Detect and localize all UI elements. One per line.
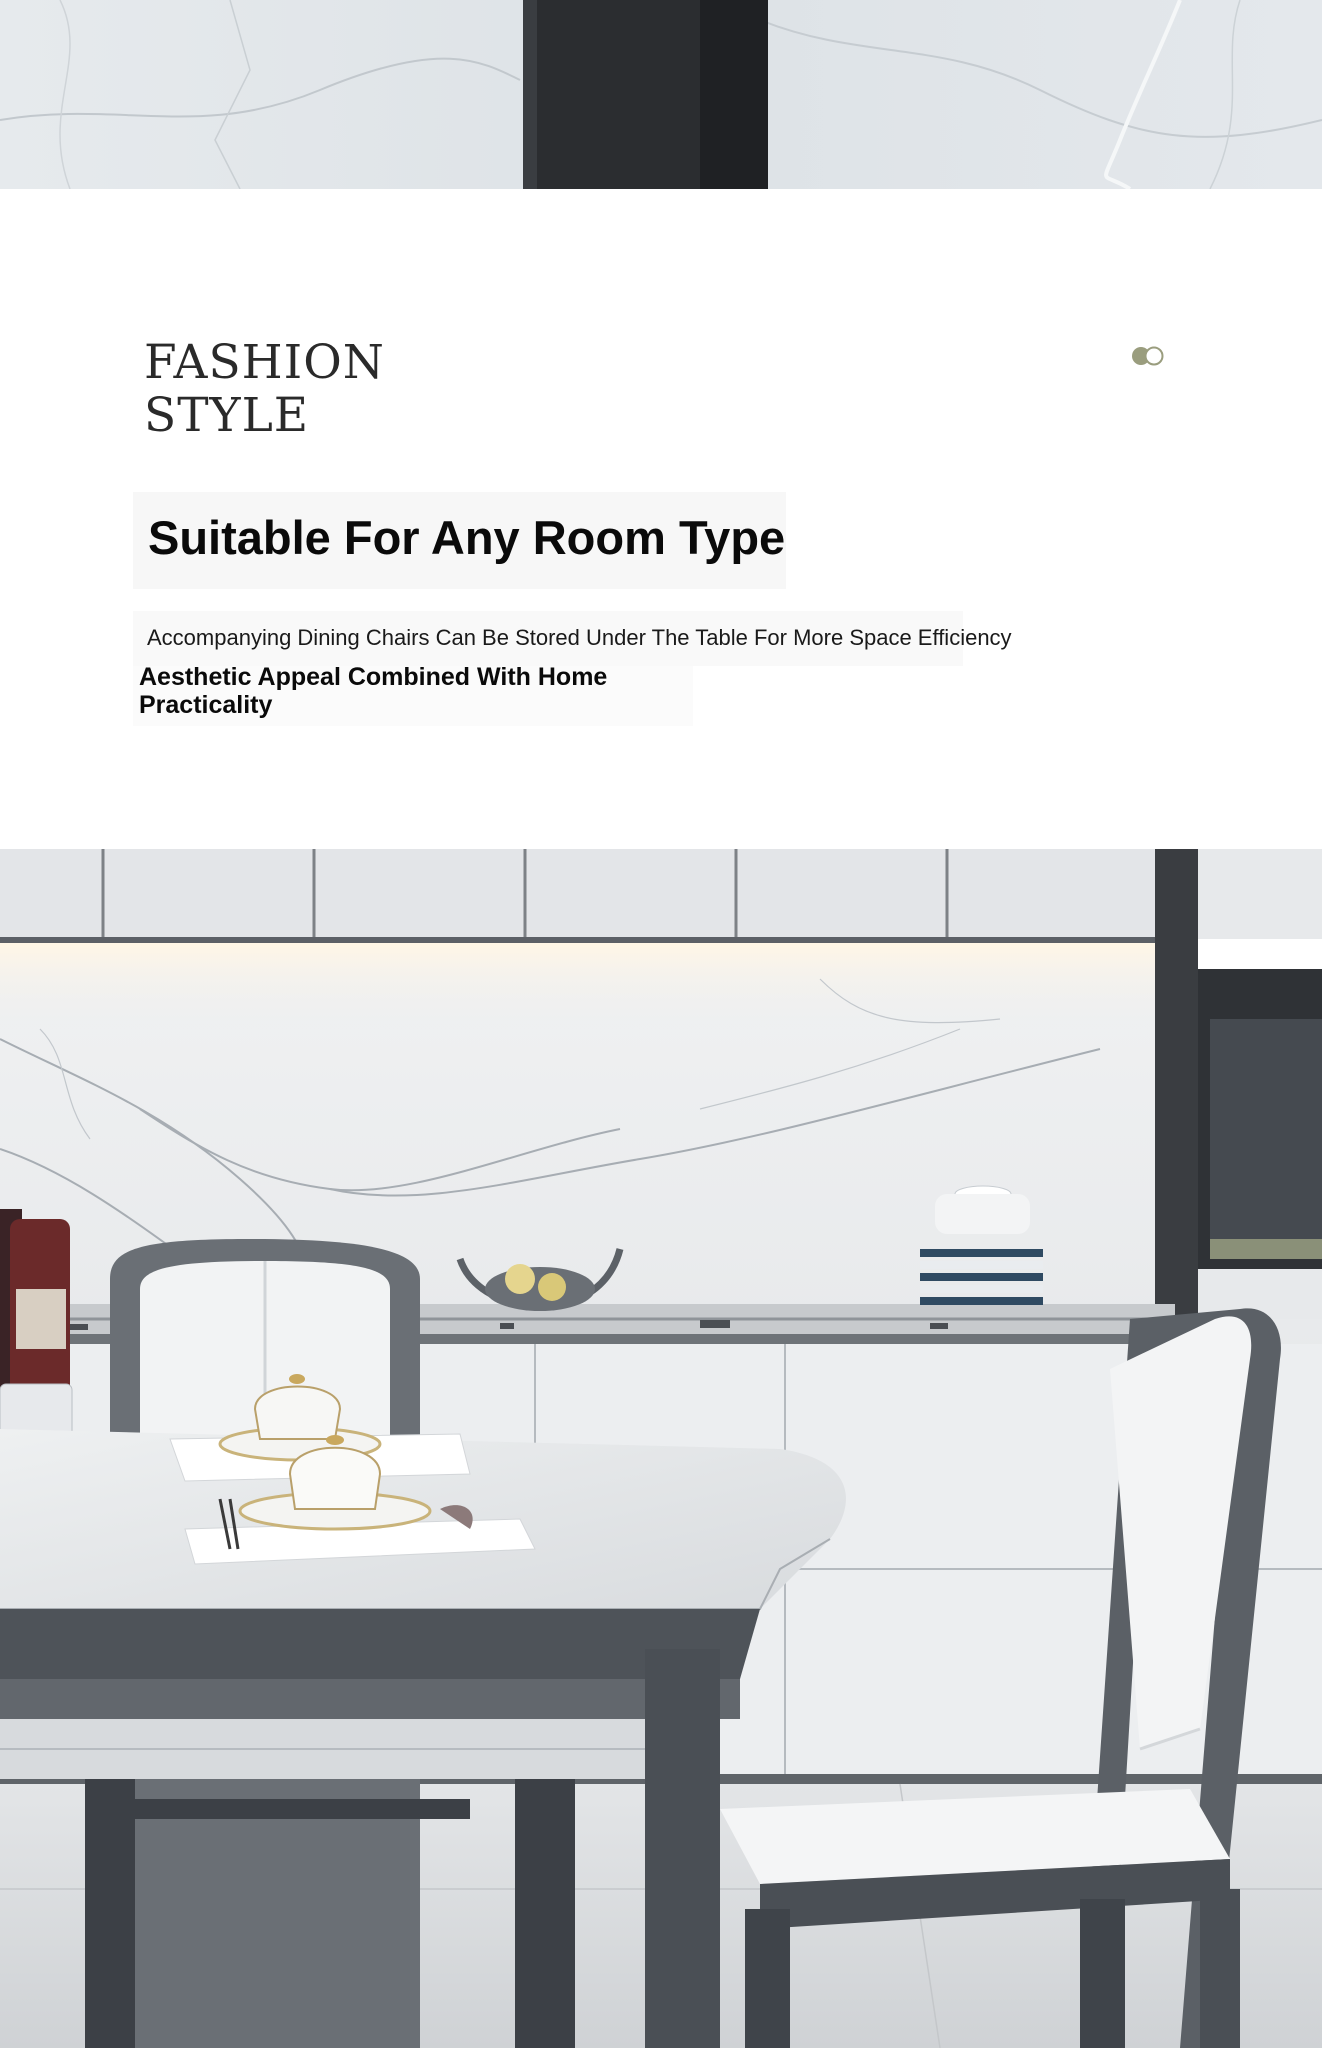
- slider-dots-icon: [1130, 345, 1166, 367]
- brand-title-line2: STYLE: [144, 388, 310, 443]
- description: Accompanying Dining Chairs Can Be Stored Under The Table For More Space Efficiency: [147, 625, 1012, 650]
- dining-room-photo: [0, 849, 1322, 2048]
- top-photo: [0, 0, 1322, 189]
- brand-title-line1: FASHION: [144, 335, 385, 390]
- subheadline: Aesthetic Appeal Combined With Home Practicality: [139, 663, 608, 719]
- headline: Suitable For Any Room Type: [148, 511, 786, 564]
- brand-title: [144, 336, 385, 442]
